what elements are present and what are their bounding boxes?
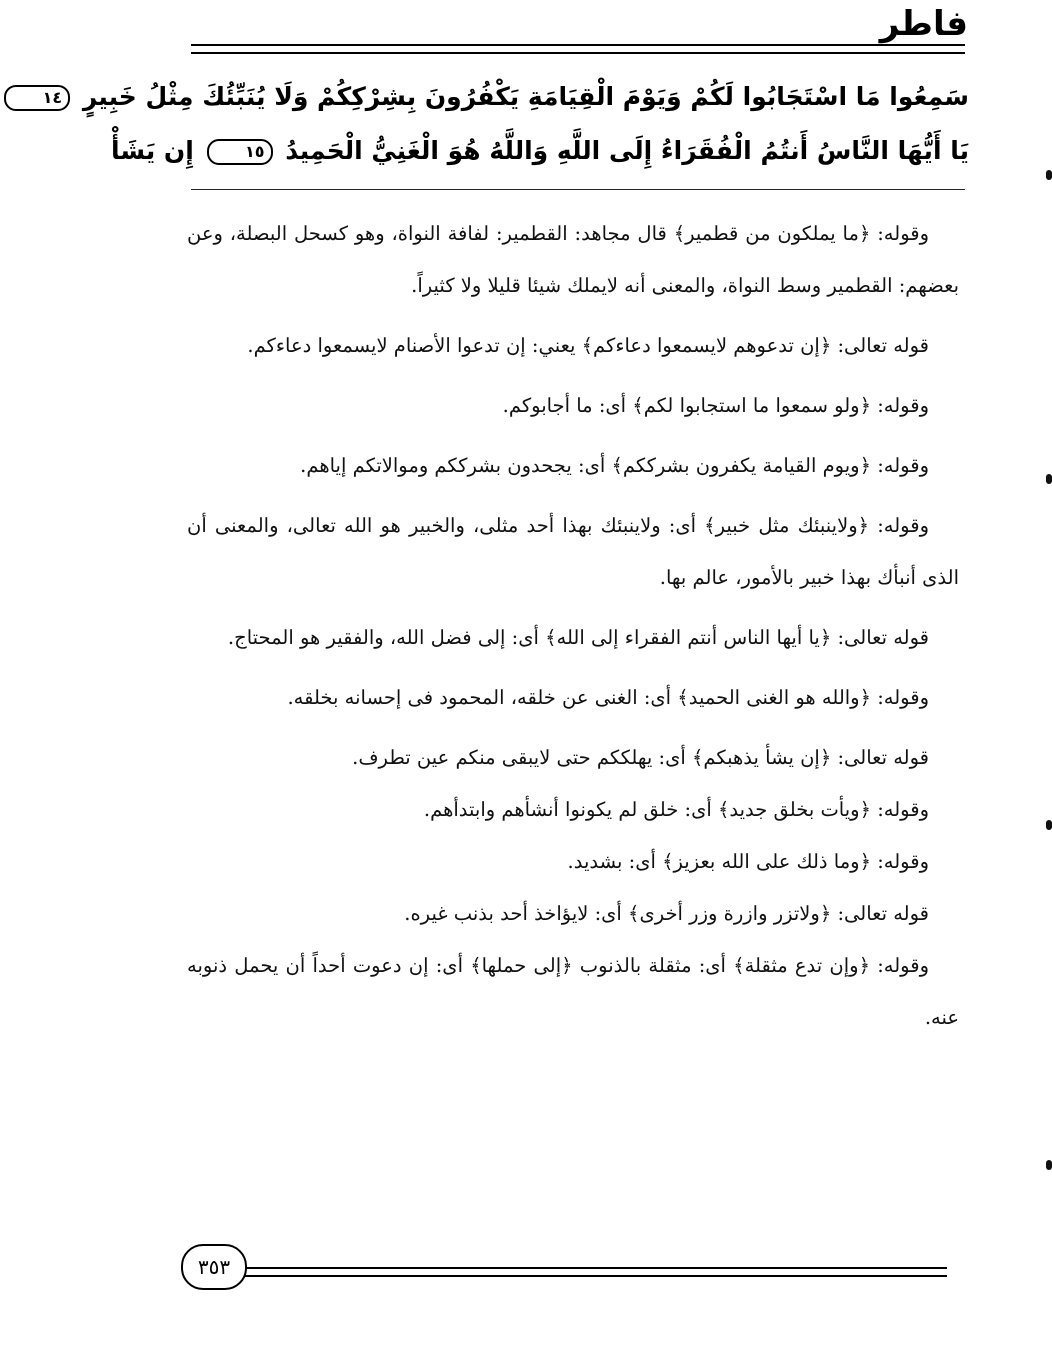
commentary-paragraph: وقوله: ﴿والله هو الغنى الحميد﴾ أى: الغنى عن خلقه، المحمود فى إحسانه بخلقه. <box>287 686 929 709</box>
commentary-paragraph: قوله تعالى: ﴿ولاتزر وازرة وزر أخرى﴾ أى: لايؤاخذ أحد بذنب غيره. <box>404 902 929 925</box>
surah-title: فاطر <box>879 4 968 44</box>
page <box>42 0 1052 1348</box>
commentary-paragraph: قوله تعالى: ﴿يا أيها الناس أنتم الفقراء إلى الله﴾ أى: إلى فضل الله، والفقير هو المحتاج. <box>227 626 929 649</box>
quran-line-1 <box>42 70 969 124</box>
quran-verse-text: إِن يَشَأْ <box>111 136 194 165</box>
margin-scan-mark <box>1046 170 1052 180</box>
margin-scan-mark <box>1046 1160 1052 1170</box>
quran-verse-text: يَا أَيُّهَا النَّاسُ أَنتُمُ الْفُقَرَاءُ إِلَى اللَّهِ وَاللَّهُ هُوَ الْغَنِيُّ الْحَمِيدُ <box>285 136 969 165</box>
quran-line-2 <box>111 124 969 178</box>
commentary-paragraph: وقوله: ﴿ولو سمعوا ما استجابوا لكم﴾ أى: ما أجابوكم. <box>502 394 929 417</box>
commentary-paragraph: وقوله: ﴿ويوم القيامة يكفرون بشرككم﴾ أى: يجحدون بشرككم وموالاتكم إياهم. <box>300 454 929 477</box>
margin-scan-mark <box>1046 820 1052 830</box>
page-number: ٣٥٣ <box>197 1255 231 1279</box>
commentary-paragraph: قوله تعالى: ﴿إن يشأ يذهبكم﴾ أى: يهلككم حتى لايبقى منكم عين تطرف. <box>352 746 929 769</box>
quran-verse-text: سَمِعُوا مَا اسْتَجَابُوا لَكُمْ وَيَوْمَ الْقِيَامَةِ يَكْفُرُونَ بِشِرْكِكُمْ وَلَا يُنَبِّئُكَ مِثْلُ خَبِيرٍ <box>82 82 969 111</box>
page-number-frame <box>181 1244 247 1290</box>
section-divider <box>191 189 965 190</box>
header-double-rule <box>191 44 965 54</box>
commentary-paragraph: وقوله: ﴿وإن تدع مثقلة﴾ أى: مثقلة بالذنوب ﴿إلى حملها﴾ أى: إن دعوت أحداً أن يحمل ذنوبه عنه. <box>187 954 959 1029</box>
commentary-block <box>187 208 959 1044</box>
ayah-number-marker-14: ١٤ <box>4 85 70 111</box>
commentary-paragraph: وقوله: ﴿ويأت بخلق جديد﴾ أى: خلق لم يكونوا أنشأهم وابتدأهم. <box>423 798 929 821</box>
commentary-paragraph: وقوله: ﴿ولاينبئك مثل خبير﴾ أى: ولاينبئك بهذا أحد مثلى، والخبير هو الله تعالى، والمعنى أن الذى أنبأك بهذا خبير بالأمور، عالم بها. <box>187 514 959 589</box>
commentary-paragraph: وقوله: ﴿ما يملكون من قطمير﴾ قال مجاهد: القطمير: لفافة النواة، وهو كسحل البصلة، وعن بعضهم: القطمير وسط النواة، والمعنى أنه لايملك شيئا قليلا ولا كثيراً. <box>187 222 959 297</box>
footer-double-rule <box>239 1267 947 1277</box>
commentary-paragraph: وقوله: ﴿وما ذلك على الله بعزيز﴾ أى: بشديد. <box>567 850 929 873</box>
ayah-number-marker-15: ١٥ <box>207 139 273 165</box>
page-footer <box>181 1244 951 1294</box>
commentary-paragraph: قوله تعالى: ﴿إن تدعوهم لايسمعوا دعاءكم﴾ يعني: إن تدعوا الأصنام لايسمعوا دعاءكم. <box>247 334 929 357</box>
margin-scan-mark <box>1046 474 1052 484</box>
quran-text-block <box>42 70 969 178</box>
